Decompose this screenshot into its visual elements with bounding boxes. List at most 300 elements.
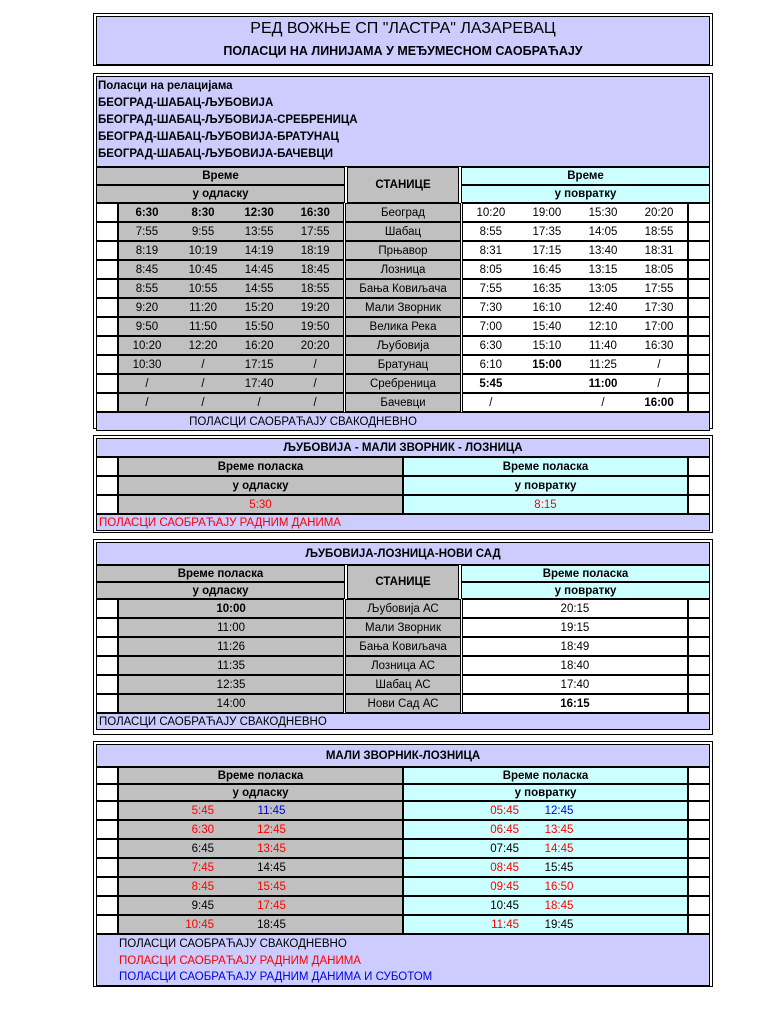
header-u-odlasku: у одласку	[118, 476, 403, 495]
checkbox-cell	[688, 656, 710, 675]
ret-time: 17:15	[532, 244, 562, 257]
ret-time: 11:25	[589, 358, 617, 371]
dep-time: 9:20	[135, 301, 159, 314]
station-name: Прњавор	[345, 241, 461, 260]
station-name: Шабац АС	[345, 675, 461, 694]
dep-time: 11:50	[189, 320, 217, 333]
dep-time: /	[145, 396, 149, 409]
ret-time: 08:45	[490, 861, 519, 874]
checkbox-cell	[688, 784, 710, 801]
ret-time: 12:40	[588, 301, 618, 314]
ret-time: 15:45	[544, 861, 574, 874]
schedule-note: ПОЛАСЦИ САОБРАЋАЈУ РАДНИМ ДАНИМА	[96, 514, 710, 531]
departure-times	[118, 839, 403, 858]
note-text: ПОЛАСЦИ САОБРАЋАЈУ СВАКОДНЕВНО	[189, 415, 417, 428]
ret-time: 16:50	[544, 880, 574, 893]
departure-times	[118, 896, 403, 915]
legend	[96, 934, 710, 986]
dep-time: /	[313, 377, 317, 390]
station-name: Љубовија АС	[345, 599, 461, 618]
station-name: Мали Зворник	[345, 298, 461, 317]
return-times	[462, 374, 688, 393]
ret-time: 15:00	[532, 358, 562, 371]
table-row	[96, 618, 710, 637]
station-name: Лозница	[345, 260, 461, 279]
station-name: Бања Ковиљача	[345, 637, 461, 656]
dep-time: 13:55	[244, 225, 274, 238]
header-vreme-polaska-dep: Време поласка	[96, 565, 345, 582]
legend-workdays: ПОЛАСЦИ САОБРАЋАЈУ РАДНИМ ДАНИМА	[119, 954, 361, 967]
checkbox-cell	[96, 915, 118, 934]
table-row	[96, 317, 710, 336]
checkbox-cell	[688, 374, 710, 393]
ret-time: 18:55	[644, 225, 674, 238]
section-mali-zvornik-loznica	[93, 741, 713, 987]
station-name: Велика Река	[345, 317, 461, 336]
dep-time: /	[201, 396, 205, 409]
ret-time: 12:10	[588, 320, 618, 333]
ret-time: 16:10	[532, 301, 562, 314]
checkbox-cell	[96, 260, 118, 279]
ret-time: 14:05	[588, 225, 618, 238]
header-vreme-polaska-ret: Време поласка	[461, 565, 710, 582]
dep-time: 10:55	[188, 282, 218, 295]
dep-time: 10:45	[185, 918, 214, 931]
checkbox-cell	[96, 858, 118, 877]
table-row	[96, 203, 710, 222]
page-title: РЕД ВОЖЊЕ СП "ЛАСТРА" ЛАЗАРЕВАЦ	[250, 20, 556, 37]
station-name: Љубовија	[345, 336, 461, 355]
checkbox-cell	[688, 801, 710, 820]
table-row	[96, 877, 710, 896]
dep-time: 9:45	[191, 899, 214, 912]
dep-time: 8:30	[191, 206, 215, 219]
checkbox-cell	[688, 915, 710, 934]
route-item: БЕОГРАД-ШАБАЦ-ЉУБОВИЈА-БАЧЕВЦИ	[98, 148, 334, 160]
checkbox-cell	[688, 599, 710, 618]
header-stanice: СТАНИЦЕ	[347, 167, 459, 203]
ret-time: 16:35	[532, 282, 562, 295]
table-row	[96, 858, 710, 877]
ret-time: 13:15	[588, 263, 618, 276]
dep-time: 9:50	[135, 320, 159, 333]
dep-time: 14:00	[118, 694, 344, 713]
checkbox-cell	[96, 495, 118, 514]
dep-time: 8:45	[135, 263, 159, 276]
table-row	[96, 839, 710, 858]
ret-time: 16:00	[644, 396, 674, 409]
dep-time: 12:20	[188, 339, 218, 352]
dep-time: 11:00	[118, 618, 344, 637]
dep-time: 5:45	[191, 804, 214, 817]
table-row	[96, 896, 710, 915]
departure-times	[118, 298, 344, 317]
checkbox-cell	[688, 298, 710, 317]
legend-daily: ПОЛАСЦИ САОБРАЋАЈУ СВАКОДНЕВНО	[119, 938, 347, 950]
route-item: БЕОГРАД-ШАБАЦ-ЉУБОВИЈА-СРЕБРЕНИЦА	[98, 114, 358, 126]
station-name: Шабац	[345, 222, 461, 241]
table-row	[96, 656, 710, 675]
ret-time: 17:35	[532, 225, 562, 238]
departure-times	[118, 260, 344, 279]
checkbox-cell	[688, 618, 710, 637]
return-times	[462, 355, 688, 374]
dep-time: 6:30	[191, 823, 214, 836]
checkbox-cell	[96, 374, 118, 393]
dep-time: 18:55	[300, 282, 330, 295]
ret-time: 7:30	[479, 301, 503, 314]
checkbox-cell	[688, 767, 710, 784]
table-row	[96, 222, 710, 241]
return-times	[462, 203, 688, 222]
checkbox-cell	[688, 839, 710, 858]
table-row	[96, 260, 710, 279]
checkbox-cell	[96, 896, 118, 915]
header-u-povratku: у повратку	[403, 476, 688, 495]
legend-workdays-saturday: ПОЛАСЦИ САОБРАЋАЈУ РАДНИМ ДАНИМА И СУБОТОМ	[119, 971, 433, 983]
checkbox-cell	[96, 241, 118, 260]
timetable-header	[96, 565, 710, 599]
header-u-odlasku: у одласку	[96, 185, 345, 203]
checkbox-cell	[96, 675, 118, 694]
checkbox-cell	[688, 476, 710, 495]
section-title: ЉУБОВИЈА - МАЛИ ЗВОРНИК - ЛОЗНИЦА	[96, 438, 710, 457]
ret-time	[519, 394, 575, 411]
dep-time: 15:45	[257, 880, 286, 893]
ret-time: 8:15	[403, 495, 688, 514]
ret-time: 14:45	[544, 842, 574, 855]
dep-time: 14:19	[244, 244, 274, 257]
dep-time: 5:30	[118, 495, 403, 514]
checkbox-cell	[96, 599, 118, 618]
ret-time: 19:45	[544, 918, 574, 931]
dep-time: 20:20	[300, 339, 330, 352]
table-row	[96, 820, 710, 839]
checkbox-cell	[96, 203, 118, 222]
checkbox-cell	[96, 279, 118, 298]
dep-time: 17:40	[244, 377, 274, 390]
departure-times	[118, 317, 344, 336]
departure-times	[118, 355, 344, 374]
departure-times	[118, 915, 403, 934]
header-vreme-ret: Време	[461, 167, 710, 185]
checkbox-cell	[96, 656, 118, 675]
checkbox-cell	[96, 877, 118, 896]
checkbox-cell	[688, 877, 710, 896]
timetable-body	[96, 203, 710, 412]
checkbox-cell	[96, 694, 118, 713]
station-name: Београд	[345, 203, 461, 222]
header-block	[93, 13, 713, 66]
timetable-body	[96, 801, 710, 934]
header-u-odlasku: у одласку	[118, 784, 403, 801]
ret-time: 8:55	[479, 225, 503, 238]
dep-time: 11:26	[118, 637, 344, 656]
return-times	[462, 393, 688, 412]
route-item: БЕОГРАД-ШАБАЦ-ЉУБОВИЈА	[98, 97, 274, 109]
dep-time: 14:45	[257, 861, 286, 874]
dep-time: 18:19	[300, 244, 330, 257]
table-row	[96, 298, 710, 317]
dep-time: 9:55	[191, 225, 215, 238]
ret-time: /	[657, 377, 661, 390]
ret-time: 6:10	[479, 358, 503, 371]
dep-time: /	[257, 396, 261, 409]
header-vreme-polaska-ret: Време поласка	[403, 767, 688, 784]
table-row	[96, 336, 710, 355]
header-vreme-polaska-dep: Време поласка	[118, 457, 403, 476]
schedule-note: ПОЛАСЦИ САОБРАЋАЈУ СВАКОДНЕВНО	[96, 713, 710, 730]
dep-time: 10:20	[132, 339, 162, 352]
departure-times	[118, 203, 344, 222]
dep-time: 15:50	[244, 320, 274, 333]
table-row	[96, 279, 710, 298]
timetable-body	[96, 599, 710, 713]
dep-time: 16:30	[300, 206, 330, 219]
ret-time: /	[489, 396, 493, 409]
ret-time: 17:00	[644, 320, 674, 333]
ret-time: 16:30	[644, 339, 674, 352]
checkbox-cell	[688, 495, 710, 514]
departure-times	[118, 801, 403, 820]
dep-time: 13:45	[257, 842, 286, 855]
dep-time: 10:00	[118, 599, 344, 618]
checkbox-cell	[96, 801, 118, 820]
schedule-note	[96, 412, 710, 431]
checkbox-cell	[688, 858, 710, 877]
station-name: Сребреница	[345, 374, 461, 393]
departure-times	[118, 336, 344, 355]
ret-time: 16:15	[462, 694, 688, 713]
ret-time: 19:00	[532, 206, 562, 219]
section-beograd-ljubovija	[93, 73, 713, 429]
dep-time: /	[145, 377, 149, 390]
checkbox-cell	[688, 457, 710, 476]
dep-time: 6:45	[191, 842, 214, 855]
ret-time: 13:40	[588, 244, 618, 257]
station-name: Лозница АС	[345, 656, 461, 675]
table-row	[96, 675, 710, 694]
header-box	[96, 16, 710, 65]
header-vreme-dep: Време	[96, 167, 345, 185]
header-vreme-polaska-ret: Време поласка	[403, 457, 688, 476]
ret-time: 15:30	[588, 206, 618, 219]
header-u-povratku: у повратку	[461, 582, 710, 599]
header-u-povratku: у повратку	[461, 185, 710, 203]
table-row	[96, 915, 710, 934]
return-times	[462, 279, 688, 298]
departure-times	[118, 393, 344, 412]
header-u-povratku: у повратку	[403, 784, 688, 801]
checkbox-cell	[96, 355, 118, 374]
return-times	[403, 820, 688, 839]
ret-time: 09:45	[490, 880, 519, 893]
checkbox-cell	[96, 637, 118, 656]
ret-time: 06:45	[490, 823, 519, 836]
checkbox-cell	[96, 618, 118, 637]
header-row	[96, 767, 710, 784]
checkbox-cell	[96, 317, 118, 336]
checkbox-cell	[96, 336, 118, 355]
station-name: Нови Сад АС	[345, 694, 461, 713]
table-row	[96, 694, 710, 713]
dep-time: 10:30	[132, 358, 162, 371]
return-times	[403, 896, 688, 915]
section-ljubovija-novi-sad	[93, 539, 713, 735]
return-times	[403, 839, 688, 858]
dep-time: 16:20	[244, 339, 274, 352]
ret-time: /	[601, 396, 605, 409]
departure-times	[118, 858, 403, 877]
ret-time: 19:15	[462, 618, 688, 637]
ret-time: 13:45	[544, 823, 574, 836]
dep-time: 10:19	[188, 244, 218, 257]
ret-time: 11:45	[491, 918, 519, 931]
section-ljubovija-loznica	[93, 435, 713, 533]
dep-time: 8:45	[191, 880, 214, 893]
dep-time: 19:20	[300, 301, 330, 314]
checkbox-cell	[688, 222, 710, 241]
header-u-odlasku: у одласку	[96, 582, 345, 599]
departure-times	[118, 241, 344, 260]
dep-time: 10:45	[188, 263, 218, 276]
return-times	[462, 336, 688, 355]
checkbox-cell	[96, 457, 118, 476]
checkbox-cell	[688, 317, 710, 336]
checkbox-cell	[96, 767, 118, 784]
ret-time: 15:10	[532, 339, 562, 352]
return-times	[403, 801, 688, 820]
ret-time: 20:15	[462, 599, 688, 618]
checkbox-cell	[96, 298, 118, 317]
checkbox-cell	[688, 260, 710, 279]
checkbox-cell	[96, 393, 118, 412]
ret-time: 17:30	[644, 301, 674, 314]
dep-time: /	[313, 358, 317, 371]
header-row	[96, 457, 710, 476]
dep-time: 14:45	[244, 263, 274, 276]
ret-time: 7:55	[479, 282, 503, 295]
return-times	[403, 858, 688, 877]
return-times	[462, 222, 688, 241]
station-name: Мали Зворник	[345, 618, 461, 637]
dep-time: 18:45	[257, 918, 286, 931]
departure-times	[118, 222, 344, 241]
checkbox-cell	[688, 820, 710, 839]
table-row	[96, 393, 710, 412]
return-times	[462, 298, 688, 317]
section-title: ЉУБОВИЈА-ЛОЗНИЦА-НОВИ САД	[96, 542, 710, 565]
dep-time: /	[201, 377, 205, 390]
return-times	[462, 317, 688, 336]
dep-time: 19:50	[300, 320, 330, 333]
return-times	[403, 877, 688, 896]
table-row	[96, 637, 710, 656]
dep-time: 12:35	[118, 675, 344, 694]
timetable-header	[96, 167, 710, 203]
checkbox-cell	[688, 675, 710, 694]
ret-time: 18:05	[644, 263, 674, 276]
route-intro: Поласци на релацијама	[98, 80, 233, 92]
dep-time: 17:15	[244, 358, 274, 371]
return-times	[403, 915, 688, 934]
checkbox-cell	[96, 820, 118, 839]
ret-time: 18:45	[544, 899, 574, 912]
ret-time: 10:20	[476, 206, 506, 219]
header-vreme-polaska-dep: Време поласка	[118, 767, 403, 784]
ret-time: 11:40	[589, 339, 617, 352]
dep-time: 12:45	[257, 823, 286, 836]
station-name: Бачевци	[345, 393, 461, 412]
dep-time: 8:55	[135, 282, 159, 295]
ret-time: /	[657, 358, 661, 371]
ret-time: 18:31	[644, 244, 674, 257]
checkbox-cell	[688, 355, 710, 374]
checkbox-cell	[688, 241, 710, 260]
table-row	[96, 801, 710, 820]
station-name: Братунац	[345, 355, 461, 374]
table-row	[96, 495, 710, 514]
section-title: МАЛИ ЗВОРНИК-ЛОЗНИЦА	[96, 744, 710, 767]
dep-time: 15:20	[244, 301, 274, 314]
dep-time: /	[201, 358, 205, 371]
checkbox-cell	[96, 476, 118, 495]
dep-time: 17:45	[257, 899, 286, 912]
ret-time: 20:20	[644, 206, 674, 219]
ret-time: 5:45	[479, 377, 503, 390]
ret-time: 13:05	[588, 282, 618, 295]
table-row	[96, 599, 710, 618]
ret-time: 07:45	[490, 842, 519, 855]
checkbox-cell	[688, 203, 710, 222]
dep-time: 11:20	[189, 301, 217, 314]
ret-time: 8:05	[479, 263, 503, 276]
table-row	[96, 374, 710, 393]
checkbox-cell	[96, 222, 118, 241]
header-row	[96, 476, 710, 495]
dep-time: 17:55	[300, 225, 330, 238]
dep-time: 7:55	[135, 225, 159, 238]
checkbox-cell	[688, 637, 710, 656]
dep-time: 12:30	[244, 206, 274, 219]
return-times	[462, 241, 688, 260]
dep-time: /	[313, 396, 317, 409]
dep-time: 7:45	[191, 861, 214, 874]
page-subtitle: ПОЛАСЦИ НА ЛИНИЈАМА У МЕЂУМЕСНОМ САОБРАЋАЈУ	[223, 44, 583, 58]
ret-time: 15:40	[532, 320, 562, 333]
departure-times	[118, 820, 403, 839]
departure-times	[118, 374, 344, 393]
ret-time: 11:00	[588, 377, 618, 390]
table-row	[96, 241, 710, 260]
checkbox-cell	[688, 336, 710, 355]
checkbox-cell	[96, 839, 118, 858]
ret-time: 17:55	[644, 282, 674, 295]
ret-time: 17:40	[462, 675, 688, 694]
checkbox-cell	[688, 393, 710, 412]
route-list	[96, 76, 710, 167]
dep-time: 14:55	[244, 282, 274, 295]
ret-time: 05:45	[490, 804, 519, 817]
ret-time	[519, 375, 575, 392]
route-item: БЕОГРАД-ШАБАЦ-ЉУБОВИЈА-БРАТУНАЦ	[98, 131, 339, 143]
ret-time: 12:45	[544, 804, 574, 817]
departure-times	[118, 877, 403, 896]
dep-time: 11:35	[118, 656, 344, 675]
header-row	[96, 784, 710, 801]
checkbox-cell	[688, 279, 710, 298]
ret-time: 10:45	[490, 899, 519, 912]
